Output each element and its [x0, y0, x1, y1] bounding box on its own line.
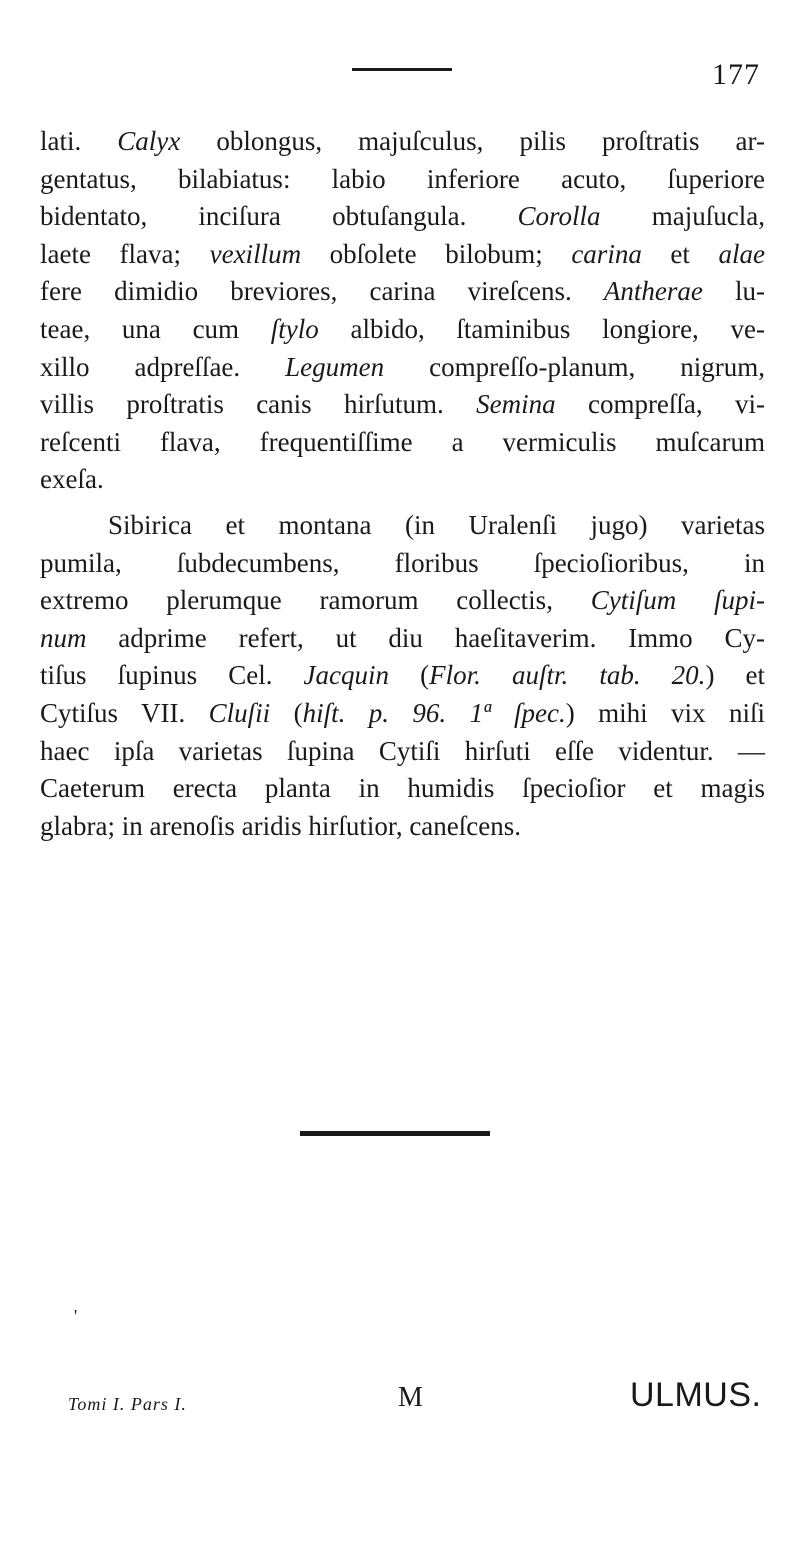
text-run: ) mihi vix niſi [565, 697, 765, 728]
text-run: albido, ſtaminibus longiore, ve- [318, 313, 765, 344]
text-run: bidentato, inciſura obtuſangula. [40, 201, 518, 232]
text-run: majuſucla, [600, 201, 765, 232]
text-line [40, 424, 765, 462]
text-line [40, 461, 765, 499]
italic-run: alae [718, 238, 765, 269]
text-run: lu- [702, 276, 766, 307]
stray-mark: ' [74, 1306, 78, 1326]
text-run: xillo adpreſſae. [40, 351, 286, 382]
text-line [40, 311, 765, 349]
text-run: gentatus, bilabiatus: labio inferiore acuto, ſuperiore [40, 163, 765, 194]
text-line [40, 236, 765, 274]
italic-run: Cluſii [208, 697, 271, 728]
text-line [40, 386, 765, 424]
text-line [40, 733, 765, 771]
text-line [40, 123, 765, 161]
text-line [40, 198, 765, 236]
text-run: compreſſa, vi- [555, 389, 765, 420]
text-line [40, 582, 765, 620]
text-line [40, 273, 765, 311]
text-run: laete flava; [40, 238, 210, 269]
text-run: Cytiſus VII. [40, 697, 209, 728]
text-run: oblongus, majuſculus, pilis proſtratis ar- [180, 126, 765, 156]
text-run: exeſa. [40, 464, 104, 495]
paragraph-1 [40, 123, 765, 499]
text-line [40, 620, 765, 658]
text-run: fere dimidio breviores, carina vireſcens. [40, 276, 604, 307]
text-run: reſcenti flava, frequentiſſime a vermiculis muſcarum [40, 426, 765, 457]
text-line [40, 507, 765, 545]
text-run: ( [270, 697, 303, 728]
text-run: haec ipſa varietas ſupina Cytiſi hirſuti eſſe videntur. — [40, 735, 765, 766]
italic-run: carina [571, 238, 642, 269]
text-run: ( [389, 660, 430, 691]
text-run: et [641, 238, 719, 269]
text-run: teae, una cum [40, 313, 271, 344]
text-run: Caeterum erecta planta in humidis ſpecioſior et magis [40, 773, 765, 804]
main-text [40, 123, 765, 845]
text-run: tiſus ſupinus Cel. [40, 660, 304, 691]
footer-volume: Tomi I. Pars I. [68, 1394, 187, 1414]
page-number: 177 [712, 58, 760, 91]
italic-run: Antherae [603, 276, 703, 307]
paragraph-2 [40, 507, 765, 845]
italic-run: num [40, 622, 87, 653]
text-line [40, 349, 765, 387]
text-run: adprime refert, ut diu haeſitaverim. Immo Cy- [86, 622, 765, 653]
header-rule [352, 68, 452, 71]
italic-run: Semina [476, 389, 556, 420]
italic-run: ſtylo [270, 313, 319, 344]
italic-run: Calyx [117, 126, 181, 156]
text-run: lati. [40, 126, 118, 156]
italic-run: vexillum [209, 238, 302, 269]
italic-run: Cytiſum ſupi- [590, 585, 766, 616]
text-run: extremo plerumque ramorum collectis, [40, 585, 591, 616]
end-rule [300, 1131, 490, 1136]
italic-run: hiſt. p. 96. 1ª ſpec. [302, 697, 566, 728]
footer-signature-mark: M [398, 1382, 423, 1413]
text-run: ) et [705, 660, 766, 691]
text-line [40, 695, 765, 733]
text-run: compreſſo-planum, nigrum, [384, 351, 766, 382]
italic-run: Flor. auſtr. tab. 20. [429, 660, 706, 691]
text-run: villis proſtratis canis hirſutum. [40, 389, 477, 420]
italic-run: Legumen [285, 351, 385, 382]
italic-run: Corolla [517, 201, 601, 232]
text-line [40, 657, 765, 695]
text-line [40, 770, 765, 808]
text-line [40, 545, 765, 583]
text-run: pumila, ſubdecumbens, floribus ſpecioſioribus, in [40, 547, 765, 578]
text-run: obſolete bilobum; [301, 238, 572, 269]
text-line [40, 808, 765, 846]
italic-run: Jacquin [303, 660, 390, 691]
text-line [40, 161, 765, 199]
footer-catchword: ULMUS. [630, 1376, 762, 1414]
text-run: Sibirica et montana (in Uralenſi jugo) varietas [108, 509, 765, 540]
text-run: glabra; in arenoſis aridis hirſutior, caneſcens. [40, 810, 522, 841]
